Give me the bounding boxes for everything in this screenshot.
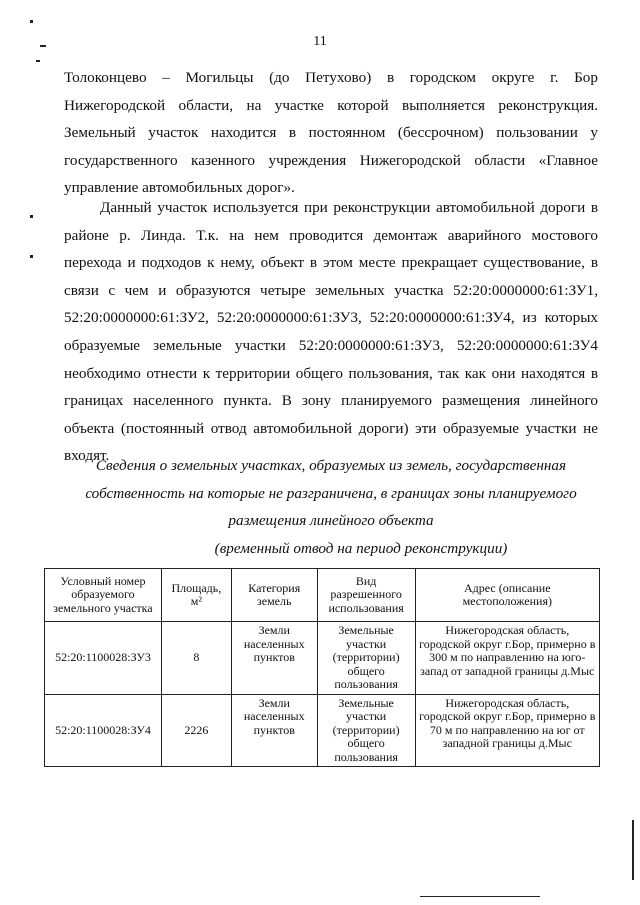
column-header: Адрес (описание местоположения) (415, 569, 599, 622)
cell-number: 52:20:1100028:ЗУ4 (45, 694, 162, 767)
caption-line: Сведения о земельных участках, образуемых из земель, государственная (95, 457, 567, 474)
column-header: Площадь, м² (161, 569, 231, 622)
paragraph-text: Данный участок используется при реконструкции автомобильной дороги в районе р. Линда. Т.к. на нем проводится демонтаж аварийного мостового перехода и подходов к нему, объект в этом месте прекращает существование, в связи с чем и образуются четыре земельных участка 52:20:0000000:61:ЗУ1, 52:20:0000000:61:ЗУ2, 52:20:0000000:61:ЗУ3, 52:20:0000000:61:ЗУ4, из которых образуемые земельные участки 52:20:0000000:61:ЗУ3, 52:20:0000000:61:ЗУ4 необходимо отнести к территории общего пользования, так как они находятся в границах населенного пункта. В зону планируемого размещения линейного объекта (постоянный отвод автомобильной дороги) эти образуемые участки не входят. (64, 199, 598, 465)
cell-number: 52:20:1100028:ЗУ3 (45, 622, 162, 695)
scan-mark (632, 820, 634, 880)
page-number: 11 (313, 34, 327, 49)
cell-area: 8 (161, 622, 231, 695)
cell-category: Земли населенных пунктов (231, 694, 317, 767)
cell-use: Земельные участки (территории) общего пользования (317, 694, 415, 767)
column-header: Условный номер образуемого земельного участка (45, 569, 162, 622)
caption-line: размещения линейного объекта (228, 512, 434, 530)
column-header: Категория земель (231, 569, 317, 622)
scan-mark (30, 255, 33, 258)
caption-line: (временный отвод на период реконструкции) (214, 539, 508, 557)
scan-mark (36, 60, 40, 62)
caption-line: собственность на которые не разграничена, в границах зоны планируемого (85, 484, 577, 502)
cell-address: Нижегородская область, городской округ г.Бор, примерно в 70 м по направлению на юг от западной границы д.Мыс (415, 694, 599, 767)
scan-mark (30, 215, 33, 218)
text-line: управление автомобильных дорог». (64, 179, 295, 197)
table-caption (64, 452, 598, 562)
paragraph (64, 194, 598, 470)
table-row (45, 694, 600, 767)
cell-category: Земли населенных пунктов (231, 622, 317, 695)
paragraph-continuation (64, 64, 598, 202)
scan-mark (420, 896, 540, 897)
scan-mark (30, 20, 33, 23)
column-header: Вид разрешенного использования (317, 569, 415, 622)
table-header-row (45, 569, 600, 622)
cell-area: 2226 (161, 694, 231, 767)
text-line: Нижегородской области, на участке которой выполняется реконструкция. (64, 96, 598, 114)
cell-address: Нижегородская область, городской округ г.Бор, примерно в 300 м по направлению на юго-запад от западной границы д.Мыс (415, 622, 599, 695)
table-row (45, 622, 600, 695)
cell-use: Земельные участки (территории) общего пользования (317, 622, 415, 695)
text-line: государственного казенного учреждения Нижегородской области «Главное (64, 151, 598, 169)
land-plots-table (44, 568, 600, 767)
text-line: Земельный участок находится в постоянном (бессрочном) пользовании у (64, 124, 598, 142)
text-line: Толоконцево – Могильцы (до Петухово) в городском округе г. Бор (64, 69, 598, 86)
